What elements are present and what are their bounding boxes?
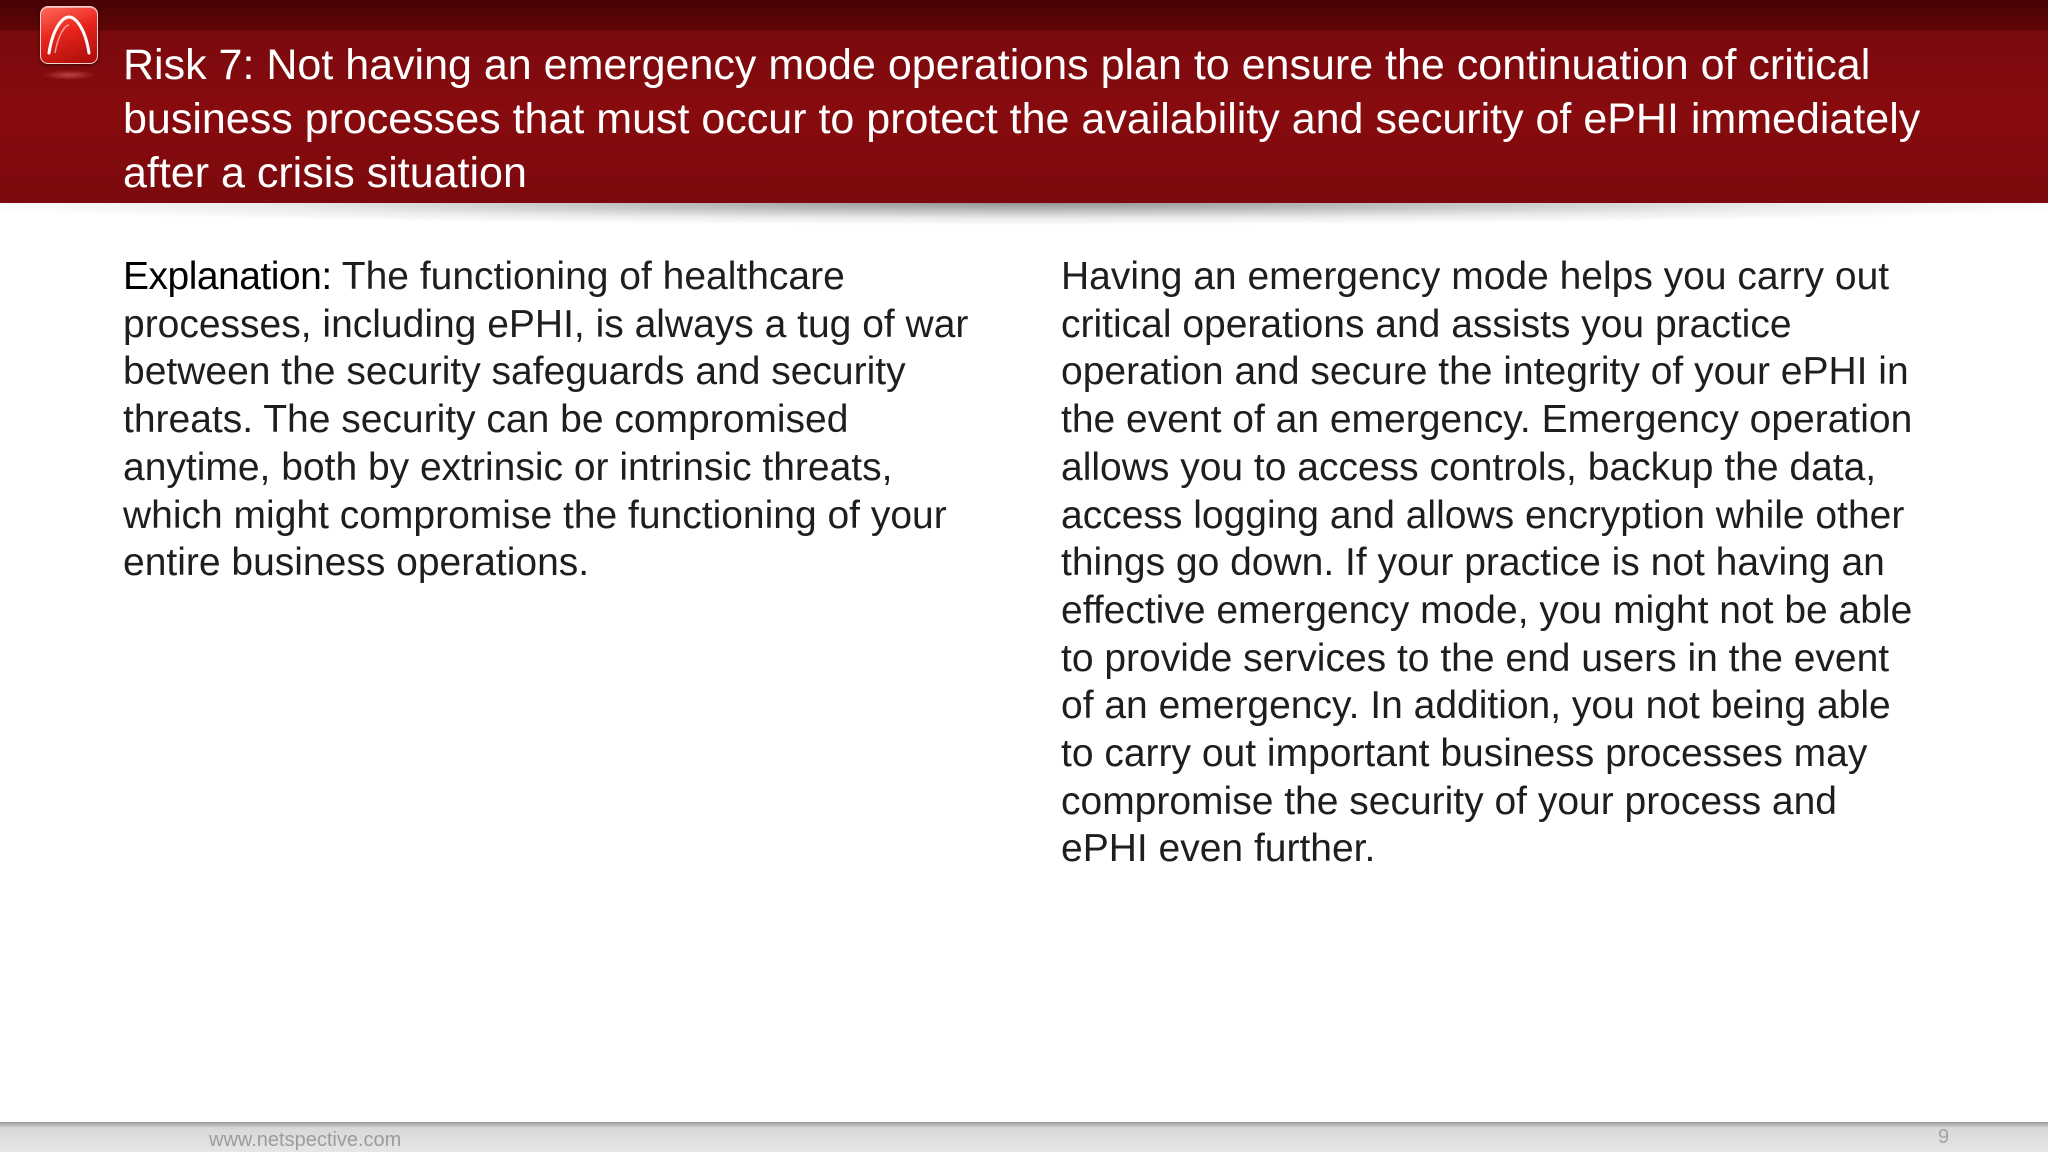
explanation-text: The functioning of healthcare processes, including ePHI, is always a tug of war between the security safeguards and security threats. The security can be compromised anytime, both by extrinsic or intrinsic threats, which might compromise the functioning of your entire business operations.	[123, 255, 969, 585]
header-top-band	[0, 0, 2048, 30]
explanation-paragraph	[123, 253, 993, 587]
slide-title: Risk 7: Not having an emergency mode operations plan to ensure the continuation of critical business processes that must occur to protect the availability and security of ePHI immediately after a crisis situation	[123, 41, 1921, 197]
header-shadow	[0, 203, 2048, 243]
emergency-mode-paragraph: Having an emergency mode helps you carry out critical operations and assists you practice operation and secure the integrity of your ePHI in the event of an emergency. Emergency operation allows you to access controls, backup the data, access logging and allows encryption while other things go down. If your practice is not having an effective emergency mode, you might not be able to provide services to the end users in the event of an emergency. In addition, you not being able to carry out important business processes may compromise the security of your process and ePHI even further.	[1061, 255, 1913, 871]
footer-url: www.netspective.com	[209, 1129, 402, 1151]
page-number: 9	[1938, 1126, 1950, 1148]
netspective-logo-icon	[40, 6, 98, 64]
explanation-label: Explanation:	[123, 255, 332, 298]
logo-reflection	[42, 70, 96, 80]
